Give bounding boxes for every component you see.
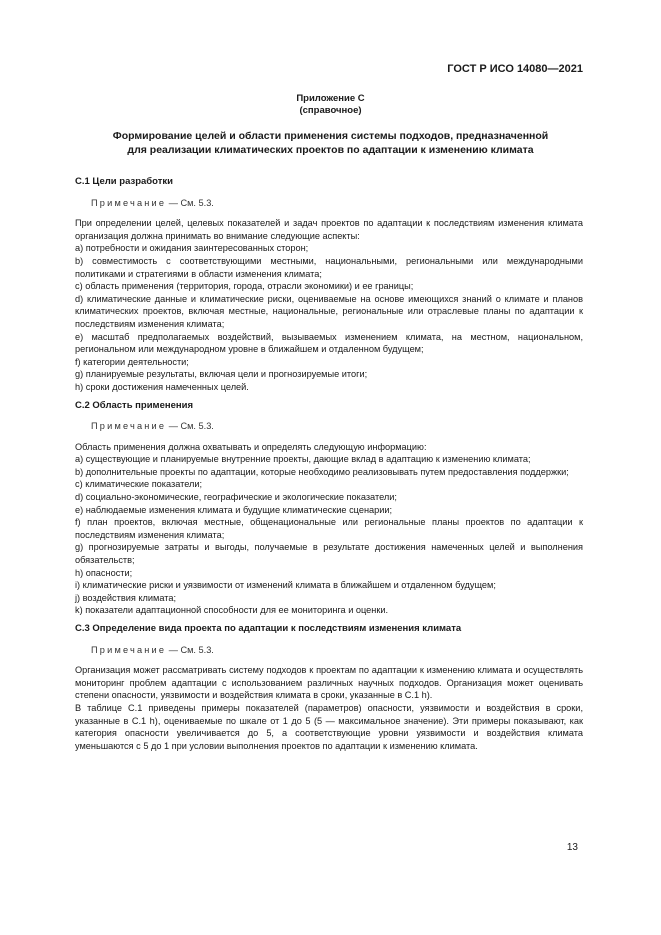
section-c3-heading: С.3 Определение вида проекта по адаптации к последствиям изменения климата [75,623,462,634]
list-item: g) прогнозируемые затраты и выгоды, получаемые в результате достижения намеченных целей и выполнения обязательств; [75,542,583,566]
annex-title-line-2: для реализации климатических проектов по адаптации к изменению климата [127,143,534,156]
section-c1-list [75,242,583,393]
list-item: e) масштаб предполагаемых воздействий, вызываемых изменением климата, на местном, национальном, региональном или международном уровне в ближайшем и отдаленном будущем; [75,331,583,355]
annex-title [70,130,591,157]
list-item: b) совместимость с соответствующими местными, национальными, региональными или международными политиками и стратегиями в области изменения климата; [75,255,583,279]
list-item: g) планируемые результаты, включая цели и прогнозируемые итоги; [75,369,368,380]
note-label: Примечание [91,644,167,655]
section-c2-note [75,420,583,433]
section-c2-intro: Область применения должна охватывать и определять следующую информацию: [75,441,427,452]
list-item: h) опасности; [75,567,133,578]
list-item: c) климатические показатели; [75,479,203,490]
list-item: a) потребности и ожидания заинтересованных сторон; [75,243,309,254]
list-item: h) сроки достижения намеченных целей. [75,381,249,392]
section-c1-note [75,197,583,210]
standard-designation: ГОСТ Р ИСО 14080—2021 [447,63,583,75]
section-c2-heading: С.2 Область применения [75,399,194,411]
page-number: 13 [566,842,578,853]
annex-body [75,176,583,752]
list-item: f) план проектов, включая местные, общенациональные или региональные планы проектов по адаптации к последствиям изменения климата; [75,517,583,540]
list-item: e) наблюдаемые изменения климата и будущие климатические сценарии; [75,504,393,515]
list-item: b) дополнительные проекты по адаптации, которые необходимо реализовывать путем предоставления поддержки; [75,466,569,477]
section-c1-intro: При определении целей, целевых показателей и задач проектов по адаптации к последствиям изменения климата организация должна принимать во внимание следующие аспекты: [75,218,583,241]
list-item: d) климатические данные и климатические риски, оцениваемые на основе имеющихся знаний о климате и планов климатических проектов, включая местные, национальные, региональные или отраслевые планы по адаптации к последствиям изменения климата; [75,293,583,329]
list-item: k) показатели адаптационной способности для ее мониторинга и оценки. [75,605,389,616]
section-c1-heading: С.1 Цели разработки [75,176,173,187]
note-label: Примечание [91,197,167,208]
annex-type: (справочное) [299,105,362,116]
note-label: Примечание [91,421,167,432]
annex-name: Приложение С [296,93,365,104]
list-item: c) область применения (территория, города, отрасли экономики) и ее границы; [75,281,414,292]
section-c3-paragraph: В таблице С.1 приведены примеры показателей (параметров) опасности, уязвимости и воздействия в сроки, указанные в С.1 h), оцениваемые по шкале от 1 до 5 (5 — максимальное значение). Эти примеры показывают, как категория опасности увеличивается до 5, а соответствующие уровни уязвимости и воздействия климата уменьшаются с 5 до 1 при условии выполнения проектов по адаптации к изменению климата. [75,702,583,751]
section-c2-list [75,453,583,617]
note-ref: — См. 5.3. [166,644,214,655]
list-item: f) категории деятельности; [75,356,189,367]
section-c3-paragraph: Организация может рассматривать систему подходов к проектам по адаптации к изменению климата и осуществлять мониторинг проблем адаптации с использованием различных научных подходов. Организация может оценивать степени опасности, уязвимости и воздействия климата в сроки, указанные в С.1 h). [75,665,583,701]
annex-title-line-1: Формирование целей и области применения системы подходов, предназначенной [112,130,549,142]
note-ref: — См. 5.3. [166,421,214,432]
list-item: j) воздействия климата; [75,592,176,603]
list-item: a) существующие и планируемые внутренние проекты, дающие вклад в адаптацию к изменению климата; [75,454,531,465]
list-item: i) климатические риски и уязвимости от изменений климата в ближайшем и отдаленном будущем; [75,580,496,591]
note-ref: — См. 5.3. [166,197,214,208]
annex-heading [0,93,661,117]
section-c3-note [75,644,583,657]
list-item: d) социально-экономические, географические и экологические показатели; [75,492,397,503]
